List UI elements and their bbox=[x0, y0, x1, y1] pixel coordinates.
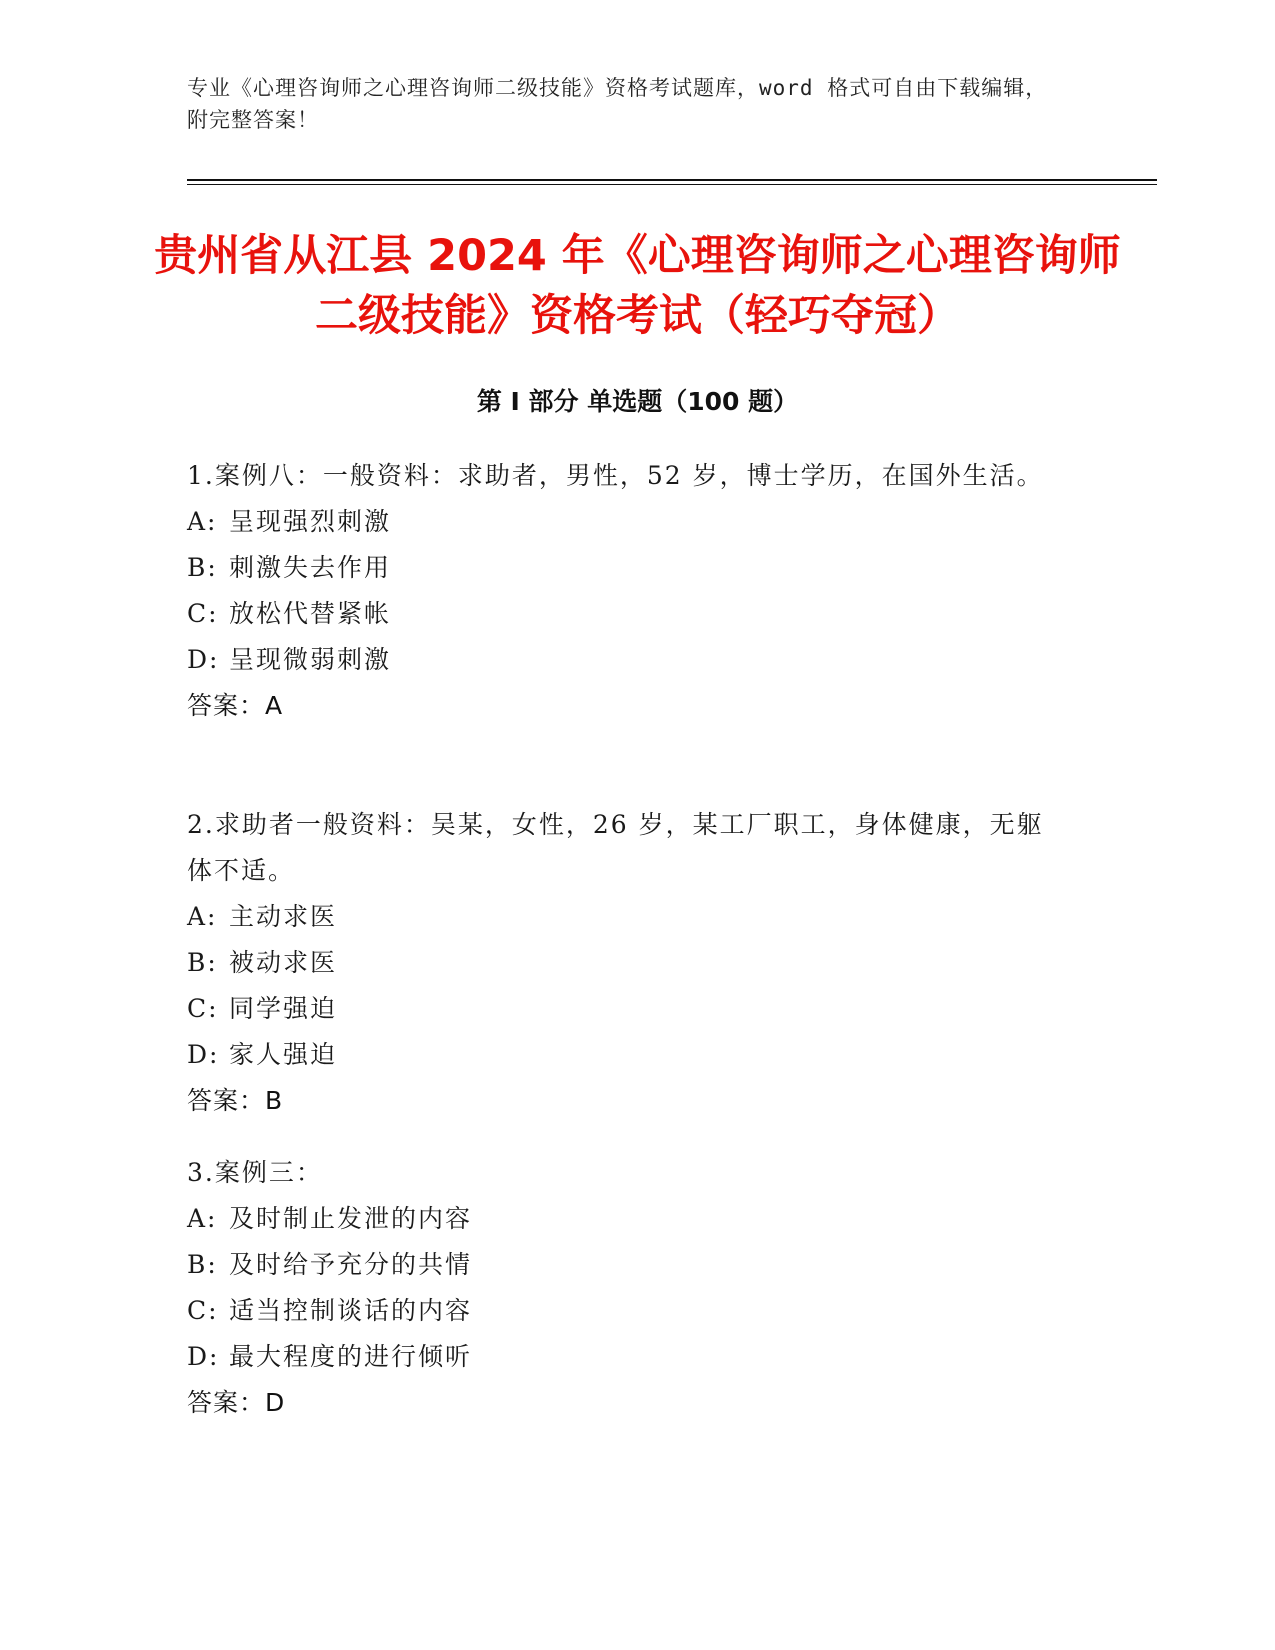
option-text: 家人强迫 bbox=[229, 1040, 338, 1069]
option-b bbox=[187, 545, 1067, 591]
header-divider-thin bbox=[187, 184, 1157, 185]
option-key: D: bbox=[187, 1342, 220, 1371]
option-text: 及时制止发泄的内容 bbox=[229, 1204, 473, 1233]
header-note: 专业《心理咨询师之心理咨询师二级技能》资格考试题库，word 格式可自由下载编辑，附完整答案！ bbox=[187, 76, 1048, 132]
option-key: C: bbox=[187, 599, 219, 628]
question-stem: 1.案例八：一般资料：求助者，男性，52 岁，博士学历，在国外生活。 bbox=[187, 461, 1044, 490]
option-d bbox=[187, 1334, 1067, 1380]
answer: 答案：A bbox=[187, 691, 284, 720]
answer: 答案：D bbox=[187, 1388, 286, 1417]
option-key: C: bbox=[187, 994, 219, 1023]
option-key: B: bbox=[187, 553, 218, 582]
option-c bbox=[187, 1288, 1067, 1334]
option-b bbox=[187, 940, 1067, 986]
question-1 bbox=[187, 453, 1067, 729]
question-3 bbox=[187, 1150, 1067, 1426]
option-key: C: bbox=[187, 1296, 219, 1325]
option-text: 适当控制谈话的内容 bbox=[229, 1296, 473, 1325]
option-key: A: bbox=[187, 902, 218, 931]
option-key: D: bbox=[187, 645, 220, 674]
option-text: 主动求医 bbox=[229, 902, 338, 931]
option-a bbox=[187, 1196, 1067, 1242]
question-stem: 2.求助者一般资料：吴某，女性，26 岁，某工厂职工，身体健康，无躯体不适。 bbox=[187, 810, 1044, 885]
option-key: A: bbox=[187, 1204, 218, 1233]
option-text: 最大程度的进行倾听 bbox=[229, 1342, 473, 1371]
option-a bbox=[187, 499, 1067, 545]
question-stem: 3.案例三： bbox=[187, 1158, 323, 1187]
option-text: 呈现微弱刺激 bbox=[229, 645, 392, 674]
option-b bbox=[187, 1242, 1067, 1288]
option-text: 呈现强烈刺激 bbox=[229, 507, 392, 536]
option-c bbox=[187, 591, 1067, 637]
option-text: 被动求医 bbox=[229, 948, 338, 977]
document-title: 贵州省从江县 2024 年《心理咨询师之心理咨询师二级技能》资格考试（轻巧夺冠） bbox=[154, 231, 1121, 341]
header-divider-thick bbox=[187, 179, 1157, 181]
option-text: 放松代替紧帐 bbox=[229, 599, 392, 628]
option-key: B: bbox=[187, 1250, 218, 1279]
option-a bbox=[187, 894, 1067, 940]
option-text: 同学强迫 bbox=[229, 994, 338, 1023]
option-text: 刺激失去作用 bbox=[229, 553, 392, 582]
option-c bbox=[187, 986, 1067, 1032]
option-key: B: bbox=[187, 948, 218, 977]
answer: 答案：B bbox=[187, 1086, 284, 1115]
option-text: 及时给予充分的共情 bbox=[229, 1250, 473, 1279]
option-key: D: bbox=[187, 1040, 220, 1069]
section-title: 第 I 部分 单选题（100 题） bbox=[476, 387, 799, 416]
option-d bbox=[187, 1032, 1067, 1078]
question-2 bbox=[187, 802, 1067, 1124]
option-key: A: bbox=[187, 507, 218, 536]
option-d bbox=[187, 637, 1067, 683]
